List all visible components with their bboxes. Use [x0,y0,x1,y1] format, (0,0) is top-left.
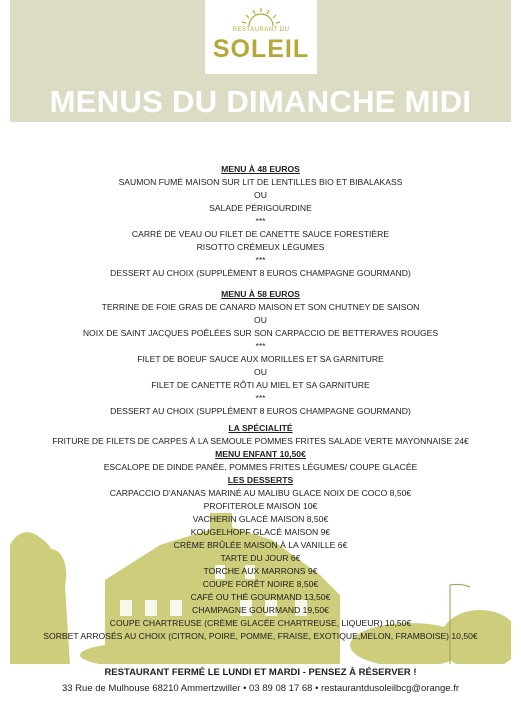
dessert-item: CRÈME BRÛLÉE MAISON À LA VANILLE 6€ [173,540,348,550]
dessert-item: TORCHE AUX MARRONS 9€ [203,566,318,576]
menu-content [0,163,521,643]
menu-58-section [0,288,521,418]
menu-separator: *** [255,255,266,265]
logo-subtitle: RESTAURANT DU [232,27,290,33]
menu-line: DESSERT AU CHOIX (SUPPLÉMENT 8 EUROS CHAMPAGNE GOURMAND) [110,406,411,416]
closing-notice: RESTAURANT FERMÉ LE LUNDI ET MARDI - PENSEZ À RÉSERVER ! [104,667,417,678]
restaurant-logo [205,0,317,74]
menu-line: FILET DE CANETTE RÔTI AU MIEL ET SA GARNITURE [151,380,370,390]
menu-line: FILET DE BOEUF SAUCE AUX MORILLES ET SA GARNITURE [137,354,384,364]
menu-48-section [0,163,521,280]
enfant-section [0,448,521,474]
specialite-heading: LA SPÉCIALITÉ [228,423,293,433]
menu-line: ESCALOPE DE DINDE PANÉE, POMMES FRITES LÉGUMES/ COUPE GLACÉE [103,462,418,472]
menu-line: CARRÉ DE VEAU OU FILET DE CANETTE SAUCE FORESTIÈRE [131,229,390,239]
menu-line: TERRINE DE FOIE GRAS DE CANARD MAISON ET SON CHUTNEY DE SAISON [101,302,420,312]
menu-line: DESSERT AU CHOIX (SUPPLÉMENT 8 EUROS CHAMPAGNE GOURMAND) [110,268,411,278]
contact-info: 33 Rue de Mulhouse 68210 Ammertzwiller • 03 89 08 17 68 • restaurantdusoleilbcg@orange.fr [61,683,460,694]
enfant-heading: MENU ENFANT 10,50€ [215,449,306,459]
dessert-item: COUPE CHARTREUSE (CRÈME GLACÉE CHARTREUSE, LIQUEUR) 10,50€ [109,618,412,628]
menu-separator: *** [255,216,266,226]
menu-line: OU [254,367,267,377]
sun-icon [237,6,285,28]
menu-separator: *** [255,341,266,351]
dessert-item: CAFÉ OU THÉ GOURMAND 13,50€ [190,592,331,602]
dessert-item: CHAMPAGNE GOURMAND 19,50€ [192,605,329,615]
logo-name: SOLEIL [212,35,310,63]
menu-separator: *** [255,393,266,403]
dessert-item: VACHERIN GLACÉ MAISON 8,50€ [192,514,329,524]
desserts-heading: LES DESSERTS [227,475,294,485]
menu-line: OU [254,190,267,200]
page-title: MENUS DU DIMANCHE MIDI [49,84,472,119]
menu-48-heading: MENU À 48 EUROS [221,164,300,174]
menu-58-heading: MENU À 58 EUROS [221,289,300,299]
dessert-item: TARTE DU JOUR 6€ [220,553,301,563]
menu-line: RISOTTO CRÉMEUX LÉGUMES [196,242,325,252]
menu-line: OU [254,315,267,325]
spacer [0,280,521,288]
dessert-item: COUPE FORÊT NOIRE 8,50€ [202,579,319,589]
menu-line: SALADE PÉRIGOURDINE [209,203,312,213]
dessert-item: PROFITEROLE MAISON 10€ [203,501,318,511]
specialite-section [0,422,521,448]
dessert-item: CARPACCIO D'ANANAS MARINÉ AU MALIBU GLACE NOIX DE COCO 8,50€ [109,488,412,498]
desserts-section [0,474,521,643]
menu-line: NOIX DE SAINT JACQUES POÊLÉES SUR SON CARPACCIO DE BETTERAVES ROUGES [82,328,439,338]
menu-line: SAUMON FUMÉ MAISON SUR LIT DE LENTILLES BIO ET BIBALAKASS [118,177,403,187]
dessert-item: KOUGELHOPF GLACÉ MAISON 9€ [190,527,331,537]
footer [10,664,511,720]
menu-line: FRITURE DE FILETS DE CARPES À LA SEMOULE POMMES FRITES SALADE VERTE MAYONNAISE 24€ [52,436,469,446]
dessert-item: SORBET ARROSÉS AU CHOIX (CITRON, POIRE, POMME, FRAISE, EXOTIQUE,MELON, FRAMBOISE) 10,50€ [43,631,478,641]
